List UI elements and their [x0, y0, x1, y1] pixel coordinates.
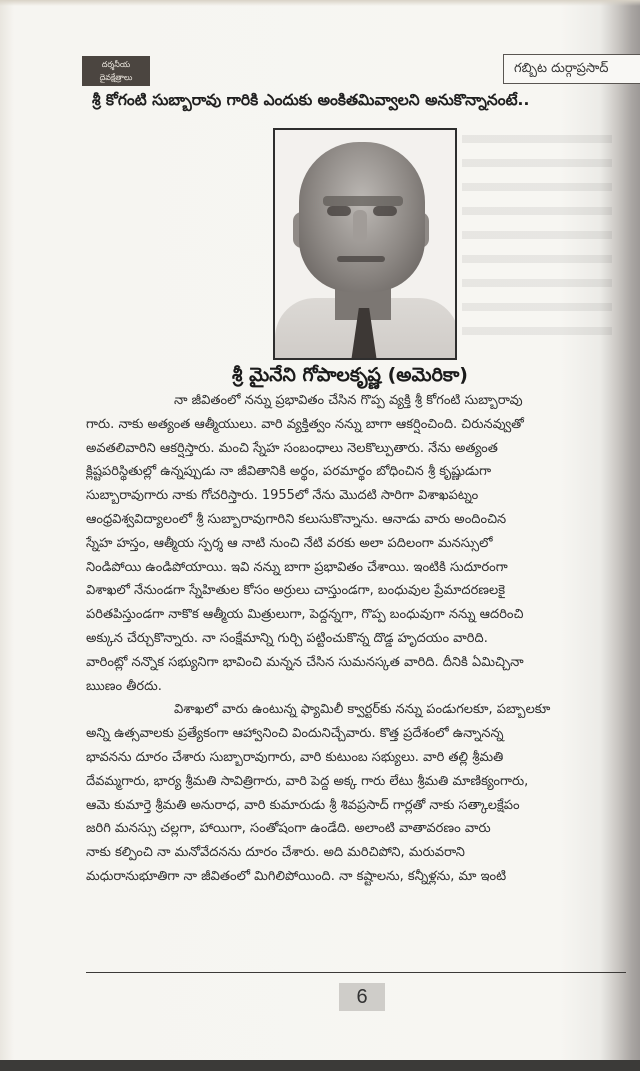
footer-rule — [86, 972, 626, 973]
body-line: అన్ని ఉత్సవాలకు ప్రత్యేకంగా ఆహ్వానించి విందునిచ్చేవారు. కొత్త ప్రదేశంలో ఉన్నానన్న — [86, 726, 504, 742]
body-line: ఆమె కుమార్తె శ్రీమతి అనురాధ, వారి కుమారుడు శ్రీ శివప్రసాద్ గార్లతో నాకు సత్కాలక్షేపం — [86, 797, 520, 813]
photo-eye-right — [373, 206, 397, 216]
body-line: పరితపిస్తుండగా నాకొక ఆత్మీయ మిత్రులుగా, పెద్దన్నగా, గొప్ప బంధువుగా నన్ను ఆదరించి — [86, 607, 524, 623]
body-line: సుబ్బారావుగారు నాకు గోచరిస్తారు. 1955లో నేను మొదటి సారిగా విశాఖపట్నం — [86, 488, 479, 504]
body-line: భావనను దూరం చేశారు సుబ్బారావుగారు, వారి కుటుంబ సభ్యులు. వారి తల్లి శ్రీమతి — [86, 749, 504, 765]
page-number: 6 — [339, 983, 385, 1011]
body-line: విశాఖలో వారు ఉంటున్న ఫ్యామిలీ క్వార్టర్‌కు నన్ను పండుగలకూ, పబ్బాలకూ — [174, 702, 551, 718]
photo-mouth — [337, 256, 385, 262]
body-line: నిండిపోయి ఉండిపోయాయి. ఇవి నన్ను బాగా ప్రభావితం చేశాయి. ఇంటికి సుదూరంగా — [86, 559, 508, 575]
photo-brow — [323, 196, 403, 206]
photo-eye-left — [327, 206, 351, 216]
photo-nose — [353, 210, 367, 242]
article-body — [86, 389, 640, 889]
page-top-edge — [0, 0, 640, 6]
body-line: అక్కున చేర్చుకొన్నారు. నా సంక్షేమాన్ని గుర్చి పట్టించుకొన్న దొడ్డ హృదయం వారిది. — [86, 630, 488, 646]
page-headline: శ్రీ కోగంటి సుబ్బారావు గారికి ఎందుకు అంకితమివ్వాలని అనుకొన్నానంటే.. — [92, 91, 530, 109]
section-tag-line2: దైవక్షేత్రాలు — [99, 73, 133, 82]
scan-bottom-edge — [0, 1060, 640, 1071]
body-line: అవతలివారిని ఆకర్షిస్తారు. మంచి స్నేహ సంబంధాలు నెలకొల్పుతారు. నేను అత్యంత — [86, 440, 498, 456]
body-line: ఋణం తీరదు. — [86, 678, 162, 694]
body-line: క్లిష్టపరిస్థితుల్లో ఉన్నప్పుడు నా జీవితానికి అర్థం, పరమార్థం బోధించిన శ్రీ కృష్ణుడుగా — [86, 464, 492, 480]
section-tag-line1: దర్శనీయ — [101, 60, 131, 69]
body-line: స్నేహ హస్తం, ఆత్మీయ స్పర్శ ఆ నాటి నుంచి నేటి వరకు అలా పదిలంగా మనస్సులో — [86, 535, 493, 551]
body-line: నా జీవితంలో నన్ను ప్రభావితం చేసిన గొప్ప వ్యక్తి శ్రీ కోగంటి సుబ్బారావు — [174, 393, 523, 408]
body-line: గారు. నాకు అత్యంత ఆత్మీయులు. వారి వ్యక్తిత్వం నన్ను బాగా ఆకర్షించింది. చిరునవ్వుతో — [86, 416, 524, 432]
body-line: వారింట్లో నన్నొక సభ్యునిగా భావించి మన్నన చేసిన సుమనస్కత వారిది. దీనికి ఏమిచ్చినా — [86, 654, 524, 670]
photo-caption: శ్రీ మైనేని గోపాలకృష్ణ (అమెరికా) — [232, 364, 468, 386]
bleed-through-text — [462, 135, 612, 345]
section-tag — [82, 56, 150, 86]
body-line: మధురానుభూతిగా నా జీవితంలో మిగిలిపోయింది. నా కష్టాలను, కన్నీళ్లను, మా ఇంటి — [86, 868, 507, 884]
body-line: విశాఖలో నేనుండగా స్నేహితుల కోసం అర్రులు చాస్తుండగా, బంధువుల ప్రేమాదరణలకై — [86, 583, 506, 599]
body-line: ఆంధ్రవిశ్వవిద్యాలంలో శ్రీ సుబ్బారావుగారిని కలుసుకొన్నాను. ఆనాడు వారు అందించిన — [86, 511, 507, 527]
portrait-photo-icon — [273, 128, 457, 360]
body-line: నాకు కల్పించి నా మనోవేదనను దూరం చేశారు. అది మరిచిపోని, మరువరాని — [86, 845, 465, 861]
book-title-box: గబ్బిట దుర్గాప్రసాద్ — [503, 54, 640, 84]
body-line: జరిగి మనస్సు చల్లగా, హాయిగా, సంతోషంగా ఉండేది. అలాంటి వాతావరణం వారు — [86, 821, 491, 837]
body-line: దేవమ్మగారు, భార్య శ్రీమతి సావిత్రిగారు, వారి పెద్ద అక్క గారు లేటు శ్రీమతి మాణిక్యంగారు, — [86, 773, 529, 789]
